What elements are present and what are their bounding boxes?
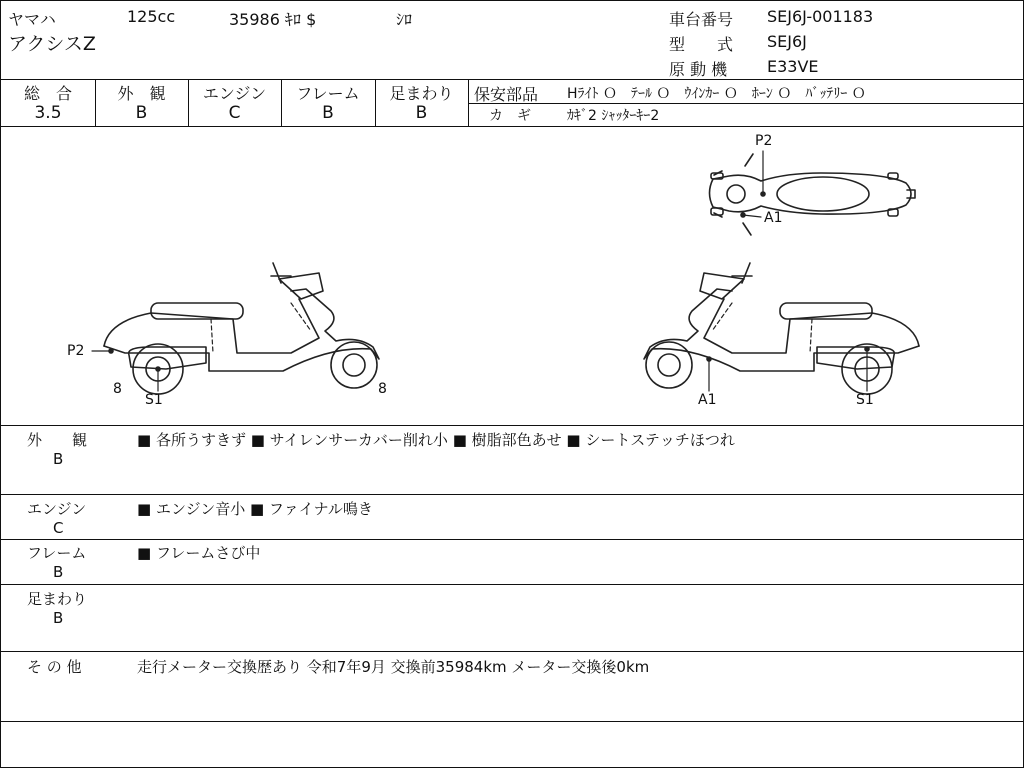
engine-value: E33VE [767,57,819,76]
exterior-section-grade: B [53,450,64,468]
frame-section-grade: B [53,563,64,581]
maker: ヤマハ [8,10,56,29]
scooter-top-view [710,151,916,235]
engine-section-grade: C [53,519,64,537]
divider [1,584,1023,585]
left-p2-label: P2 [67,343,85,359]
top-p2-label: P2 [755,133,773,149]
model-name: アクシスZ [8,33,96,55]
left-8b-label: 8 [378,381,387,397]
key-value: ｶｷﾞ2 ｼｬｯﾀｰｷｰ2 [567,108,660,124]
safety-items: Hﾗｲﾄ Ｏ ﾃｰﾙ Ｏ ｳｲﾝｶｰ Ｏ ﾎｰﾝ Ｏ ﾊﾞｯﾃﾘｰ Ｏ [567,86,866,102]
divider [1,721,1023,722]
exterior-grade: B [135,103,148,123]
suspension-grade: B [415,103,428,123]
exterior-section-label: 外 観 [27,431,88,449]
divider [1,539,1023,540]
right-s1-label: S1 [856,392,874,408]
frame-grade-label: フレーム [296,84,360,103]
overall-label: 総 合 [23,84,72,103]
other-section-label: そ の 他 [27,658,82,676]
divider [1,651,1023,652]
frame-no-label: 車台番号 [669,10,734,29]
type-label: 型 式 [669,35,734,54]
safety-label: 保安部品 [474,85,539,104]
right-a1-label: A1 [698,392,717,408]
frame-section-label: フレーム [27,544,87,562]
exterior-remarks: ■ 各所うすきず ■ サイレンサーカバー削れ小 ■ 樹脂部色あせ ■ シートステッチほつれ [137,431,735,449]
frame-no: SEJ6J-001183 [767,7,874,26]
mileage: 35986 ｷﾛ $ [229,10,317,29]
scooter-diagram [1,1,1023,767]
engine-section-label: エンジン [27,500,87,518]
divider [1,494,1023,495]
suspension-grade-label: 足まわり [389,84,454,103]
top-a1-label: A1 [764,210,783,226]
exterior-label: 外 観 [117,84,166,103]
other-remarks: 走行メーター交換歴あり 令和7年9月 交換前35984km メーター交換後0km [137,658,650,676]
suspension-section-label: 足まわり [27,590,88,608]
type-value: SEJ6J [767,32,807,51]
engine-remarks: ■ エンジン音小 ■ ファイナル鳴き [137,500,373,518]
overall-grade: 3.5 [34,103,62,123]
left-s1-label: S1 [145,392,163,408]
scooter-right-view [644,263,919,394]
engine-label: 原 動 機 [669,60,728,79]
color: ｼﾛ [396,10,413,29]
frame-grade: B [322,103,334,123]
displacement: 125cc [127,7,176,26]
frame-remarks: ■ フレームさび中 [137,544,261,562]
suspension-section-grade: B [53,609,64,627]
engine-grade: C [228,103,241,123]
left-8a-label: 8 [113,381,122,397]
key-label: カ ギ [489,108,531,124]
scooter-left-view [92,263,379,394]
engine-grade-label: エンジン [202,84,267,103]
